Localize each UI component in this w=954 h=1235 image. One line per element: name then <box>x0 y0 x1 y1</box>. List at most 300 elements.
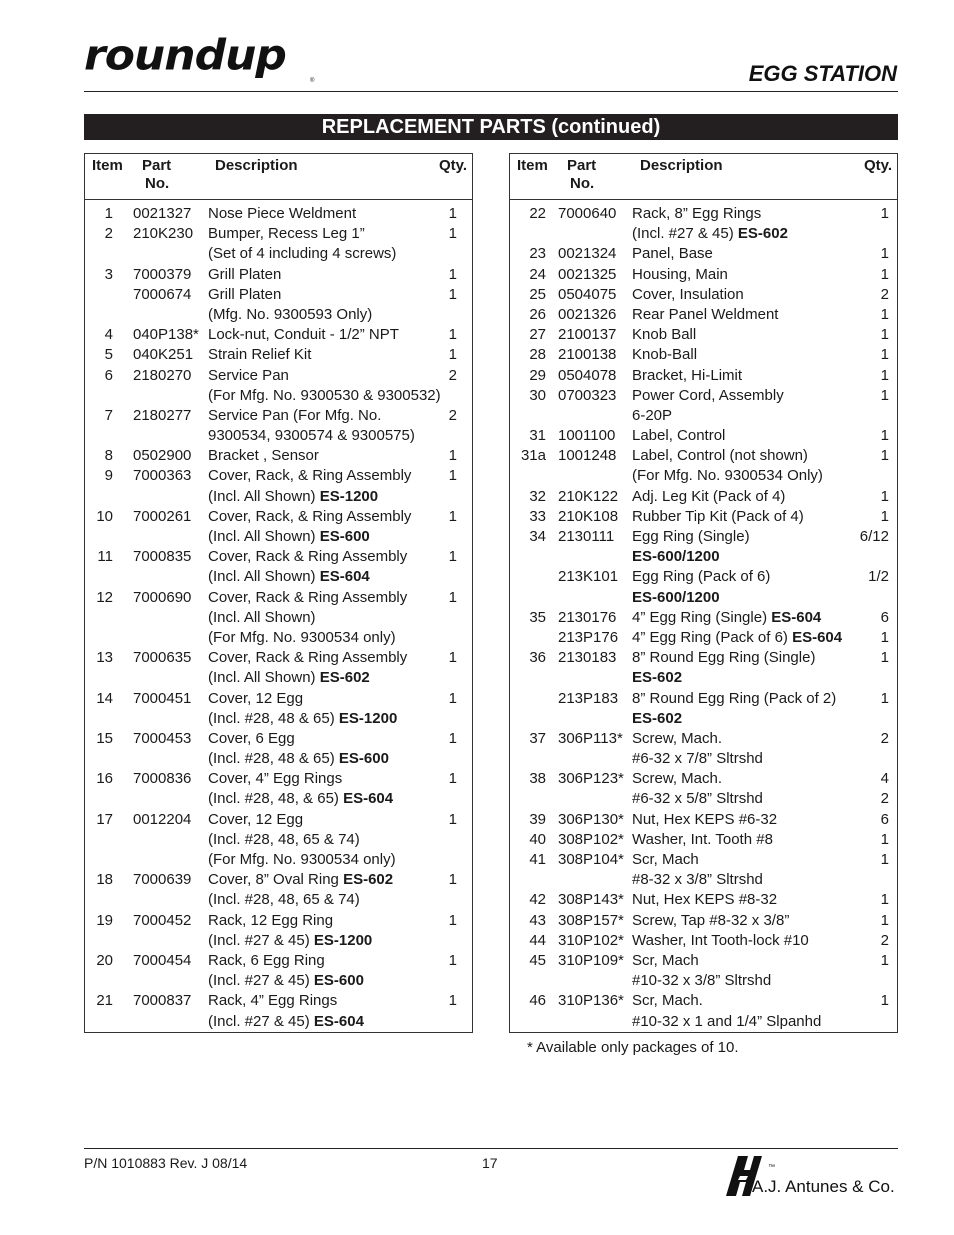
description <box>208 244 396 264</box>
quantity: 1 <box>448 729 457 747</box>
part-number: 7000261 <box>133 507 192 525</box>
description-text: Rack, 12 Egg Ring <box>208 911 334 929</box>
description-text: #10-32 x 1 and 1/4” Slpanhd <box>632 1012 822 1030</box>
quantity: 1 <box>448 346 457 364</box>
page-banner: REPLACEMENT PARTS (continued) <box>84 114 898 140</box>
table-row <box>510 628 897 648</box>
table-row <box>85 789 472 809</box>
table-row <box>85 487 472 507</box>
item-number: 44 <box>529 931 546 949</box>
model-code: ES-602 <box>737 225 788 243</box>
part-number: 040P138* <box>133 326 199 344</box>
quantity: 1 <box>448 770 457 788</box>
description <box>632 628 842 648</box>
description <box>632 608 821 628</box>
table-row <box>510 830 897 850</box>
model-code: ES-600/1200 <box>632 588 720 606</box>
table-row <box>510 567 897 587</box>
item-number: 24 <box>529 265 546 283</box>
description <box>632 345 697 365</box>
table-row <box>85 729 472 749</box>
description <box>208 507 411 527</box>
table-row <box>510 325 897 345</box>
description <box>632 325 696 345</box>
description-text: Bumper, Recess Leg 1” <box>208 225 365 243</box>
part-number: 7000674 <box>133 285 192 303</box>
description-text: Knob-Ball <box>632 346 698 364</box>
page-number: 17 <box>482 1155 498 1171</box>
table-body <box>510 200 897 1032</box>
table-row <box>85 971 472 991</box>
trademark-mark: ™ <box>768 1164 775 1171</box>
quantity: 1 <box>880 830 889 848</box>
quantity: 1 <box>448 225 457 243</box>
part-number: 2100138 <box>558 346 617 364</box>
part-number: 7000635 <box>133 649 192 667</box>
table-row <box>85 689 472 709</box>
part-number: 7000639 <box>133 871 192 889</box>
description <box>632 406 672 426</box>
quantity: 1 <box>448 871 457 889</box>
part-number: 0700323 <box>558 386 617 404</box>
table-row <box>85 991 472 1011</box>
quantity: 1 <box>880 386 889 404</box>
footnote: * Available only packages of 10. <box>527 1039 739 1056</box>
footer-divider <box>84 1148 898 1149</box>
quantity: 2 <box>880 285 889 303</box>
table-row <box>510 1012 897 1032</box>
description-text: Washer, Int Tooth-lock #10 <box>632 931 809 949</box>
description <box>632 285 744 305</box>
quantity: 1 <box>880 305 889 323</box>
model-code: ES-604 <box>792 628 843 646</box>
part-number: 0504078 <box>558 366 617 384</box>
description-text: (Incl. #28, 48, 65 & 74) <box>208 891 360 909</box>
table-row <box>85 527 472 547</box>
quantity: 1 <box>880 326 889 344</box>
model-code: ES-604 <box>313 1012 364 1030</box>
model-code: ES-1200 <box>319 487 379 505</box>
table-row <box>510 951 897 971</box>
table-header <box>510 154 897 200</box>
item-number: 33 <box>529 507 546 525</box>
description <box>632 971 771 991</box>
description-text: #6-32 x 5/8” Sltrshd <box>632 790 763 808</box>
quantity: 1 <box>880 689 889 707</box>
quantity: 1 <box>448 951 457 969</box>
part-number: 210K108 <box>558 507 619 525</box>
table-row <box>510 204 897 224</box>
part-number: 306P123* <box>558 770 624 788</box>
section-title: EGG STATION <box>748 61 897 86</box>
description-text: Label, Control <box>632 427 726 445</box>
description-text: 4” Egg Ring (Pack of 6) <box>632 628 793 646</box>
quantity: 1 <box>880 851 889 868</box>
description <box>632 204 761 224</box>
description-text: Nut, Hex KEPS #8-32 <box>632 891 778 909</box>
item-number: 43 <box>529 911 546 929</box>
item-number: 2 <box>104 225 113 243</box>
description-text: Rack, 4” Egg Rings <box>208 992 338 1010</box>
description-text: (Incl. #28, 48 & 65) <box>208 709 339 727</box>
item-number: 40 <box>529 830 546 848</box>
description-text: #8-32 x 3/8” Sltrshd <box>632 871 763 889</box>
table-row <box>510 305 897 325</box>
description-text: Screw, Mach. <box>632 729 723 747</box>
part-number: 0021325 <box>558 265 617 283</box>
quantity: 2 <box>880 931 889 949</box>
description <box>632 366 742 386</box>
header-qty: Qty. <box>438 157 467 174</box>
description <box>632 487 785 507</box>
table-row <box>510 244 897 264</box>
item-number: 10 <box>96 507 113 525</box>
quantity: 2 <box>448 366 457 384</box>
header-part-number <box>567 157 607 193</box>
model-code: ES-600 <box>338 750 389 768</box>
description <box>632 729 722 749</box>
part-number: 7000836 <box>133 770 192 788</box>
table-row <box>510 648 897 668</box>
description <box>208 951 325 971</box>
description <box>632 668 682 688</box>
quantity: 6 <box>880 810 889 828</box>
item-number: 27 <box>529 326 546 344</box>
quantity: 1 <box>880 427 889 445</box>
description-text: Rack, 8” Egg Rings <box>632 205 762 222</box>
description-text: Housing, Main <box>632 265 728 283</box>
description-text: #10-32 x 3/8” Sltrshd <box>632 972 772 990</box>
item-number: 22 <box>529 205 546 222</box>
item-number: 34 <box>529 528 546 545</box>
description <box>632 789 763 809</box>
quantity: 1 <box>880 245 889 263</box>
part-number: 2130183 <box>558 649 617 667</box>
part-number: 310P136* <box>558 992 624 1010</box>
description-text: Power Cord, Assembly <box>632 386 784 404</box>
header-item: Item <box>92 157 123 174</box>
part-number: 1001100 <box>558 427 616 445</box>
table-row <box>85 426 472 446</box>
description <box>632 749 763 769</box>
description <box>208 547 407 567</box>
description-text: Nose Piece Weldment <box>208 205 357 222</box>
description-text: Bracket , Sensor <box>208 447 319 465</box>
item-number: 35 <box>529 608 546 626</box>
part-number: 7000835 <box>133 548 192 566</box>
table-row <box>85 285 472 305</box>
quantity: 6 <box>880 608 889 626</box>
quantity: 1 <box>880 447 889 465</box>
model-code: ES-604 <box>319 568 370 586</box>
item-number: 23 <box>529 245 546 263</box>
quantity: 1 <box>448 326 457 344</box>
table-row <box>510 789 897 809</box>
description-text: Bracket, Hi-Limit <box>632 366 743 384</box>
description-text: Cover, Rack & Ring Assembly <box>208 588 408 606</box>
logo-wordmark: roundup <box>84 31 286 80</box>
table-row <box>85 224 472 244</box>
item-number: 9 <box>104 467 113 485</box>
table-row <box>85 810 472 830</box>
part-number: 0021327 <box>133 205 192 222</box>
description <box>208 224 365 244</box>
description <box>632 810 777 830</box>
part-number: 2180277 <box>133 406 192 424</box>
table-row <box>510 931 897 951</box>
table-row <box>85 648 472 668</box>
table-row <box>85 386 472 406</box>
table-row <box>510 870 897 890</box>
table-row <box>85 830 472 850</box>
description <box>632 446 808 466</box>
table-row <box>510 608 897 628</box>
description <box>208 1012 364 1032</box>
part-number: 0021324 <box>558 245 617 263</box>
quantity: 1 <box>880 992 889 1010</box>
item-number: 28 <box>529 346 546 364</box>
table-body <box>85 200 472 1032</box>
part-number: 7000363 <box>133 467 192 485</box>
part-number: 7000690 <box>133 588 192 606</box>
description <box>208 991 337 1011</box>
description-text: Egg Ring (Single) <box>632 528 750 545</box>
table-row <box>510 668 897 688</box>
part-number: 7000837 <box>133 992 192 1010</box>
description-text: Cover, 6 Egg <box>208 729 295 747</box>
table-row <box>85 567 472 587</box>
quantity: 1 <box>880 628 889 646</box>
table-row <box>510 386 897 406</box>
table-row <box>510 729 897 749</box>
description-text: Lock-nut, Conduit - 1/2” NPT <box>208 326 399 344</box>
part-number: 7000379 <box>133 265 192 283</box>
description-text: Adj. Leg Kit (Pack of 4) <box>632 487 786 505</box>
description <box>208 931 372 951</box>
quantity: 1 <box>880 507 889 525</box>
quantity: 2 <box>880 729 889 747</box>
quantity: 1 <box>448 548 457 566</box>
description-text: (Incl. #28, 48, 65 & 74) <box>208 830 360 848</box>
description-text: Label, Control (not shown) <box>632 447 808 465</box>
item-number: 36 <box>529 649 546 667</box>
description-text: Rubber Tip Kit (Pack of 4) <box>632 507 804 525</box>
description <box>208 325 399 345</box>
description-text: Cover, Rack & Ring Assembly <box>208 649 408 667</box>
quantity: 1 <box>880 366 889 384</box>
item-number: 20 <box>96 951 113 969</box>
quantity: 1 <box>880 649 889 667</box>
description-text: Screw, Mach. <box>632 770 723 788</box>
description-text: (Incl. #27 & 45) <box>208 1012 314 1030</box>
description <box>208 466 411 486</box>
table-row <box>85 608 472 628</box>
item-number: 7 <box>104 406 113 424</box>
description-text: Egg Ring (Pack of 6) <box>632 568 771 586</box>
table-row <box>85 466 472 486</box>
description <box>208 890 360 910</box>
table-row <box>510 890 897 910</box>
description-text: Nut, Hex KEPS #6-32 <box>632 810 778 828</box>
description <box>632 931 809 951</box>
item-number: 4 <box>104 326 113 344</box>
item-number: 16 <box>96 770 113 788</box>
table-row <box>85 911 472 931</box>
quantity: 1 <box>448 810 457 828</box>
quantity: 1 <box>448 265 457 283</box>
description <box>632 689 836 709</box>
table-header <box>85 154 472 200</box>
item-number: 39 <box>529 810 546 828</box>
description-text: Screw, Tap #8-32 x 3/8” <box>632 911 790 929</box>
part-number: 2180270 <box>133 366 192 384</box>
quantity: 1 <box>448 447 457 465</box>
description <box>208 628 396 648</box>
description-text: Panel, Base <box>632 245 713 263</box>
description-text: Scr, Mach. <box>632 992 703 1010</box>
company-name: A.J. Antunes & Co. <box>752 1177 895 1196</box>
description <box>208 386 441 406</box>
quantity: 1 <box>448 649 457 667</box>
item-number: 37 <box>529 729 546 747</box>
part-number: 213P176 <box>558 628 619 646</box>
table-row <box>85 628 472 648</box>
table-row <box>510 466 897 486</box>
description-text: 8” Round Egg Ring (Pack of 2) <box>632 689 837 707</box>
part-number: 1001248 <box>558 447 617 465</box>
table-row <box>85 870 472 890</box>
description <box>632 951 699 971</box>
part-number: 306P130* <box>558 810 624 828</box>
description <box>632 870 763 890</box>
table-row <box>510 588 897 608</box>
item-number: 1 <box>104 205 113 222</box>
description <box>208 305 372 325</box>
description-text: Service Pan (For Mfg. No. <box>208 406 382 424</box>
part-number: 0504075 <box>558 285 617 303</box>
description-text: Rack, 6 Egg Ring <box>208 951 325 969</box>
description-text: (Incl. #27 & 45) <box>208 931 314 949</box>
part-number: 040K251 <box>133 346 194 364</box>
table-row <box>510 507 897 527</box>
part-number: 7000454 <box>133 951 192 969</box>
table-row <box>85 951 472 971</box>
header-part-line1: Part <box>142 157 172 174</box>
description <box>208 366 289 386</box>
description-text: (Incl. All Shown) <box>208 487 320 505</box>
header-description: Description <box>640 157 723 174</box>
quantity: 6/12 <box>859 528 889 545</box>
table-row <box>85 931 472 951</box>
description <box>208 608 316 628</box>
description <box>632 911 789 931</box>
quantity: 1/2 <box>868 568 889 586</box>
description-text: (Incl. All Shown) <box>208 528 320 545</box>
description-text: Strain Relief Kit <box>208 346 312 364</box>
table-row <box>85 547 472 567</box>
description-text: 9300534, 9300574 & 9300575) <box>208 427 415 445</box>
item-number: 42 <box>529 891 546 909</box>
description <box>208 911 333 931</box>
description <box>632 426 725 446</box>
item-number: 19 <box>96 911 113 929</box>
model-code: ES-1200 <box>338 709 398 727</box>
description <box>208 971 364 991</box>
description-text: (Incl. #28, 48 & 65) <box>208 750 339 768</box>
model-code: ES-600/1200 <box>632 548 720 566</box>
description <box>208 789 393 809</box>
part-number: 2130176 <box>558 608 617 626</box>
description-text: Scr, Mach <box>632 951 699 969</box>
description <box>632 265 728 285</box>
description-text: Cover, 4” Egg Rings <box>208 770 343 788</box>
part-number: 2100137 <box>558 326 617 344</box>
table-row <box>510 366 897 386</box>
item-number: 21 <box>96 992 113 1010</box>
table-row <box>510 285 897 305</box>
model-code: ES-602 <box>632 709 683 727</box>
table-row <box>510 991 897 1011</box>
description-text: #6-32 x 7/8” Sltrshd <box>632 750 763 768</box>
item-number: 46 <box>529 992 546 1010</box>
quantity: 1 <box>448 689 457 707</box>
description <box>632 567 770 587</box>
table-row <box>510 709 897 729</box>
description <box>632 709 682 729</box>
description <box>632 244 713 264</box>
table-row <box>85 668 472 688</box>
model-code: ES-602 <box>632 669 683 687</box>
part-number: 310P109* <box>558 951 624 969</box>
table-row <box>510 446 897 466</box>
table-row <box>510 224 897 244</box>
table-row <box>85 204 472 224</box>
description <box>208 345 311 365</box>
table-row <box>510 527 897 547</box>
table-row <box>85 1012 472 1032</box>
item-number: 25 <box>529 285 546 303</box>
description-text: Rear Panel Weldment <box>632 305 779 323</box>
description-text: 4” Egg Ring (Single) <box>632 608 772 626</box>
description <box>208 850 396 870</box>
description <box>632 386 784 406</box>
quantity: 1 <box>880 205 889 222</box>
description <box>632 507 804 527</box>
part-number: 7000640 <box>558 205 617 222</box>
description-text: (For Mfg. No. 9300530 & 9300532) <box>208 386 441 404</box>
header-divider <box>84 91 898 92</box>
table-row <box>85 305 472 325</box>
header-part-line2: No. <box>570 175 595 192</box>
model-code: ES-602 <box>343 871 394 889</box>
description <box>632 830 773 850</box>
item-number: 5 <box>104 346 113 364</box>
quantity: 1 <box>448 467 457 485</box>
table-row <box>85 749 472 769</box>
part-number: 310P102* <box>558 931 624 949</box>
description <box>208 668 370 688</box>
description <box>208 265 281 285</box>
quantity: 1 <box>880 911 889 929</box>
description-text: (For Mfg. No. 9300534 only) <box>208 628 396 646</box>
quantity: 1 <box>448 588 457 606</box>
description <box>208 729 295 749</box>
description <box>632 527 750 547</box>
item-number: 29 <box>529 366 546 384</box>
item-number: 41 <box>529 851 546 868</box>
description <box>208 769 342 789</box>
item-number: 14 <box>96 689 113 707</box>
